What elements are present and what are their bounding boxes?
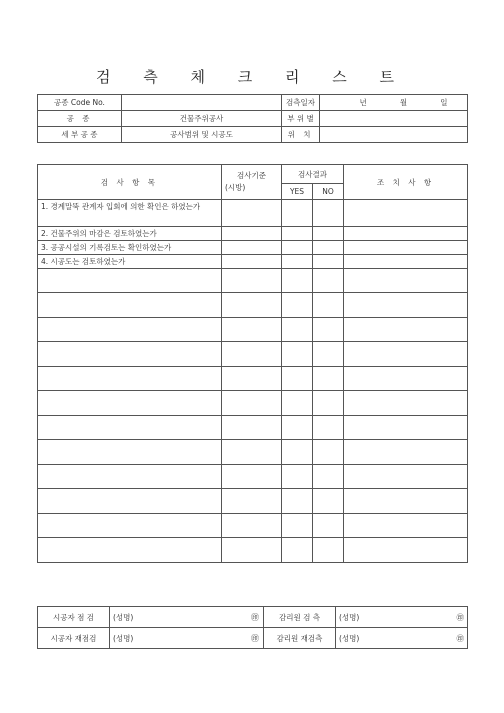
item-cell[interactable] bbox=[38, 514, 222, 538]
yes-cell[interactable] bbox=[282, 514, 313, 538]
yes-cell[interactable] bbox=[282, 342, 313, 367]
yes-cell[interactable] bbox=[282, 200, 313, 227]
item-cell[interactable] bbox=[38, 367, 222, 391]
no-cell[interactable] bbox=[313, 200, 344, 227]
criteria-cell[interactable] bbox=[222, 367, 282, 391]
table-row bbox=[38, 391, 468, 416]
criteria-cell[interactable] bbox=[222, 538, 282, 563]
yes-cell[interactable] bbox=[282, 318, 313, 342]
yes-cell[interactable] bbox=[282, 255, 313, 269]
table-row bbox=[38, 269, 468, 293]
table-row bbox=[38, 465, 468, 489]
action-cell[interactable] bbox=[344, 391, 468, 416]
supervisor-inspect-name[interactable] bbox=[336, 607, 468, 628]
criteria-cell[interactable] bbox=[222, 241, 282, 255]
yes-cell[interactable] bbox=[282, 489, 313, 514]
contractor-inspect-label: 시공자 점 검 bbox=[38, 607, 110, 628]
action-cell[interactable] bbox=[344, 465, 468, 489]
action-cell[interactable] bbox=[344, 318, 468, 342]
item-cell[interactable] bbox=[38, 318, 222, 342]
yes-cell[interactable] bbox=[282, 227, 313, 241]
sub-work-label: 세 부 공 종 bbox=[38, 127, 122, 143]
contractor-inspect-name[interactable]: (성명) bbox=[110, 607, 186, 628]
item-cell[interactable] bbox=[38, 465, 222, 489]
yes-cell[interactable] bbox=[282, 465, 313, 489]
contractor-reinspect-label: 시공자 재점검 bbox=[38, 628, 110, 649]
criteria-cell[interactable] bbox=[222, 465, 282, 489]
action-cell[interactable] bbox=[344, 200, 468, 227]
header-action: 조 치 사 항 bbox=[344, 165, 468, 200]
page-title: 검 측 체 크 리 스 트 bbox=[95, 68, 409, 86]
table-row bbox=[38, 342, 468, 367]
location-label: 위 치 bbox=[282, 127, 320, 143]
yes-cell[interactable] bbox=[282, 269, 313, 293]
inspection-date-label: 검측일자 bbox=[282, 95, 320, 111]
item-cell[interactable] bbox=[38, 391, 222, 416]
signature-table bbox=[37, 606, 468, 649]
contractor-reinspect-name[interactable]: (성명) bbox=[110, 628, 186, 649]
location-field[interactable] bbox=[320, 127, 468, 143]
action-cell[interactable] bbox=[344, 416, 468, 440]
no-cell[interactable] bbox=[313, 318, 344, 342]
criteria-cell[interactable] bbox=[222, 440, 282, 465]
work-type-value[interactable]: 건물주위공사 bbox=[122, 111, 282, 127]
item-cell[interactable] bbox=[38, 538, 222, 563]
check-item-4: 4. 시공도는 검토하였는가 bbox=[38, 255, 222, 269]
action-cell[interactable] bbox=[344, 367, 468, 391]
action-cell[interactable] bbox=[344, 440, 468, 465]
empty-rows bbox=[38, 269, 468, 563]
no-cell[interactable] bbox=[313, 538, 344, 563]
yes-cell[interactable] bbox=[282, 416, 313, 440]
supervisor-reinspect-placeholder: (성명) bbox=[339, 633, 360, 643]
yes-cell[interactable] bbox=[282, 391, 313, 416]
criteria-cell[interactable] bbox=[222, 318, 282, 342]
item-cell[interactable] bbox=[38, 416, 222, 440]
header-criteria bbox=[222, 165, 282, 200]
yes-cell[interactable] bbox=[282, 440, 313, 465]
item-cell[interactable] bbox=[38, 342, 222, 367]
part-label: 부 위 별 bbox=[282, 111, 320, 127]
item-cell[interactable] bbox=[38, 293, 222, 318]
sub-work-value[interactable]: 공사범위 및 시공도 bbox=[122, 127, 282, 143]
seal-mark: ㊞ bbox=[456, 633, 464, 643]
table-row bbox=[38, 293, 468, 318]
criteria-cell[interactable] bbox=[222, 269, 282, 293]
work-type-label: 공 종 bbox=[38, 111, 122, 127]
table-row bbox=[38, 367, 468, 391]
no-cell[interactable] bbox=[313, 342, 344, 367]
header-no: NO bbox=[313, 184, 344, 200]
check-item-2: 2. 건물주위의 마감은 검토하였는가 bbox=[38, 227, 222, 241]
header-result: 검사결과 bbox=[282, 165, 344, 184]
yes-cell[interactable] bbox=[282, 241, 313, 255]
no-cell[interactable] bbox=[313, 440, 344, 465]
action-cell[interactable] bbox=[344, 255, 468, 269]
criteria-cell[interactable] bbox=[222, 227, 282, 241]
date-year-label: 년 bbox=[359, 98, 367, 107]
header-yes: YES bbox=[282, 184, 313, 200]
check-item-1: 1. 경계말뚝 관계자 입회에 의한 확인은 하였는가 bbox=[38, 200, 222, 227]
yes-cell[interactable] bbox=[282, 293, 313, 318]
supervisor-reinspect-name[interactable] bbox=[336, 628, 468, 649]
item-cell[interactable] bbox=[38, 440, 222, 465]
action-cell[interactable] bbox=[344, 342, 468, 367]
no-cell[interactable] bbox=[313, 465, 344, 489]
supervisor-inspect-placeholder: (성명) bbox=[339, 612, 360, 622]
info-table bbox=[37, 94, 468, 143]
yes-cell[interactable] bbox=[282, 367, 313, 391]
table-row bbox=[38, 489, 468, 514]
criteria-cell[interactable] bbox=[222, 200, 282, 227]
inspection-date-field[interactable] bbox=[320, 95, 468, 111]
table-row bbox=[38, 514, 468, 538]
date-day-label: 일 bbox=[440, 98, 448, 107]
item-cell[interactable] bbox=[38, 269, 222, 293]
no-cell[interactable] bbox=[313, 489, 344, 514]
supervisor-inspect-label: 감리원 검 측 bbox=[264, 607, 336, 628]
header-criteria-sub: (시방) bbox=[225, 183, 246, 192]
no-cell[interactable] bbox=[313, 227, 344, 241]
criteria-cell[interactable] bbox=[222, 342, 282, 367]
part-field[interactable] bbox=[320, 111, 468, 127]
criteria-cell[interactable] bbox=[222, 293, 282, 318]
check-item-3: 3. 공공시설의 기록검토는 확인하였는가 bbox=[38, 241, 222, 255]
no-cell[interactable] bbox=[313, 514, 344, 538]
criteria-cell[interactable] bbox=[222, 391, 282, 416]
action-cell[interactable] bbox=[344, 514, 468, 538]
no-cell[interactable] bbox=[313, 416, 344, 440]
table-row bbox=[38, 318, 468, 342]
action-cell[interactable] bbox=[344, 538, 468, 563]
table-row bbox=[38, 440, 468, 465]
work-code-field[interactable] bbox=[122, 95, 282, 111]
date-month-label: 월 bbox=[399, 98, 408, 107]
seal-mark: ㊞ bbox=[456, 612, 464, 622]
no-cell[interactable] bbox=[313, 269, 344, 293]
no-cell[interactable] bbox=[313, 293, 344, 318]
table-row bbox=[38, 416, 468, 440]
seal-mark: ㊞ bbox=[186, 607, 264, 628]
action-cell[interactable] bbox=[344, 269, 468, 293]
criteria-cell[interactable] bbox=[222, 514, 282, 538]
action-cell[interactable] bbox=[344, 293, 468, 318]
action-cell[interactable] bbox=[344, 227, 468, 241]
no-cell[interactable] bbox=[313, 241, 344, 255]
seal-mark: ㊞ bbox=[186, 628, 264, 649]
criteria-cell[interactable] bbox=[222, 416, 282, 440]
header-item: 검 사 항 목 bbox=[38, 165, 222, 200]
no-cell[interactable] bbox=[313, 391, 344, 416]
table-row bbox=[38, 538, 468, 563]
work-code-label: 공종 Code No. bbox=[38, 95, 122, 111]
action-cell[interactable] bbox=[344, 489, 468, 514]
supervisor-reinspect-label: 감리원 재검측 bbox=[264, 628, 336, 649]
no-cell[interactable] bbox=[313, 367, 344, 391]
checklist-table bbox=[37, 164, 468, 563]
item-cell[interactable] bbox=[38, 489, 222, 514]
no-cell[interactable] bbox=[313, 255, 344, 269]
action-cell[interactable] bbox=[344, 241, 468, 255]
criteria-cell[interactable] bbox=[222, 255, 282, 269]
criteria-cell[interactable] bbox=[222, 489, 282, 514]
header-criteria-label: 검사기준 bbox=[237, 171, 266, 180]
yes-cell[interactable] bbox=[282, 538, 313, 563]
